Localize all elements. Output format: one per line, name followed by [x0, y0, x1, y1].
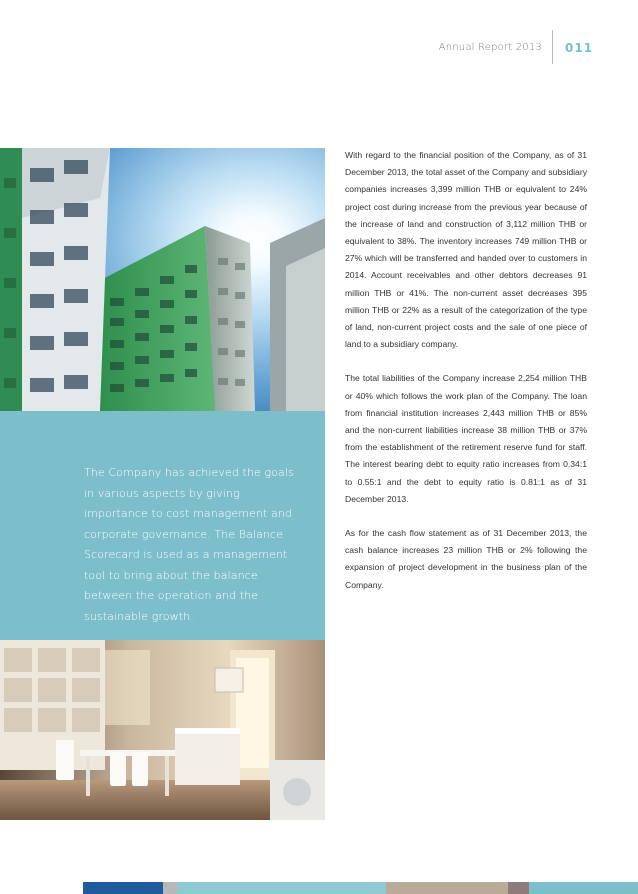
page-number: 011 [565, 41, 594, 55]
paragraph-liabilities: The total liabilities of the Company increase 2,254 million THB or 40% which follows the work plan of the Company. The loan from financial institution increases 2,443 million THB or 85% and the non-current liabilities increase 38 million THB or 37% from the establishment of the retirement reserve fund for staff. The interest bearing debt to equity ratio increases from 0.34:1 to 0.55:1 and the debt to equity ratio is 0.81:1 as of 31 December 2013. [345, 373, 587, 504]
building-photo [0, 148, 325, 411]
footer-segment-teal [529, 882, 638, 894]
footer-segment-light-teal [177, 882, 386, 894]
paragraph-financial-position: With regard to the financial position of the Company, as of 31 December 2013, the total asset of the Company and subsidiary companies increases 3,399 million THB or equivalent to 24% project cost during increase from the previous year because of the increase of land and construction of 3,112 million THB or equivalent to 38%. The inventory increases 749 million THB or 27% which will be transferred and handed over to customers in 2014. Account receivables and other debtors decreases 91 million THB or 41%. The non-current asset decreases 395 million THB or 22% as a result of the categorization of the type of land, non-current project costs and the sale of one piece of land to a subsidiary company. [345, 150, 587, 350]
footer-segment-tan [386, 882, 508, 894]
footer-segment-grey [163, 882, 177, 894]
header-divider [552, 30, 553, 64]
footer-color-bar [83, 882, 638, 894]
footer-segment-blue [83, 882, 163, 894]
report-header-label: Annual Report 2013 [438, 42, 542, 53]
interior-photo [0, 640, 325, 820]
body-text-column [345, 147, 587, 611]
paragraph-cash-flow: As for the cash flow statement as of 31 December 2013, the cash balance increases 23 million THB or 2% following the expansion of project development in the business plan of the Company. [345, 528, 587, 590]
footer-segment-mauve [508, 882, 529, 894]
pull-quote: The Company has achieved the goals in various aspects by giving importance to cost management and corporate governance. The Balance Scorecard is used as a management tool to bring about the balance between the operation and the sustainable growth. [84, 466, 294, 623]
